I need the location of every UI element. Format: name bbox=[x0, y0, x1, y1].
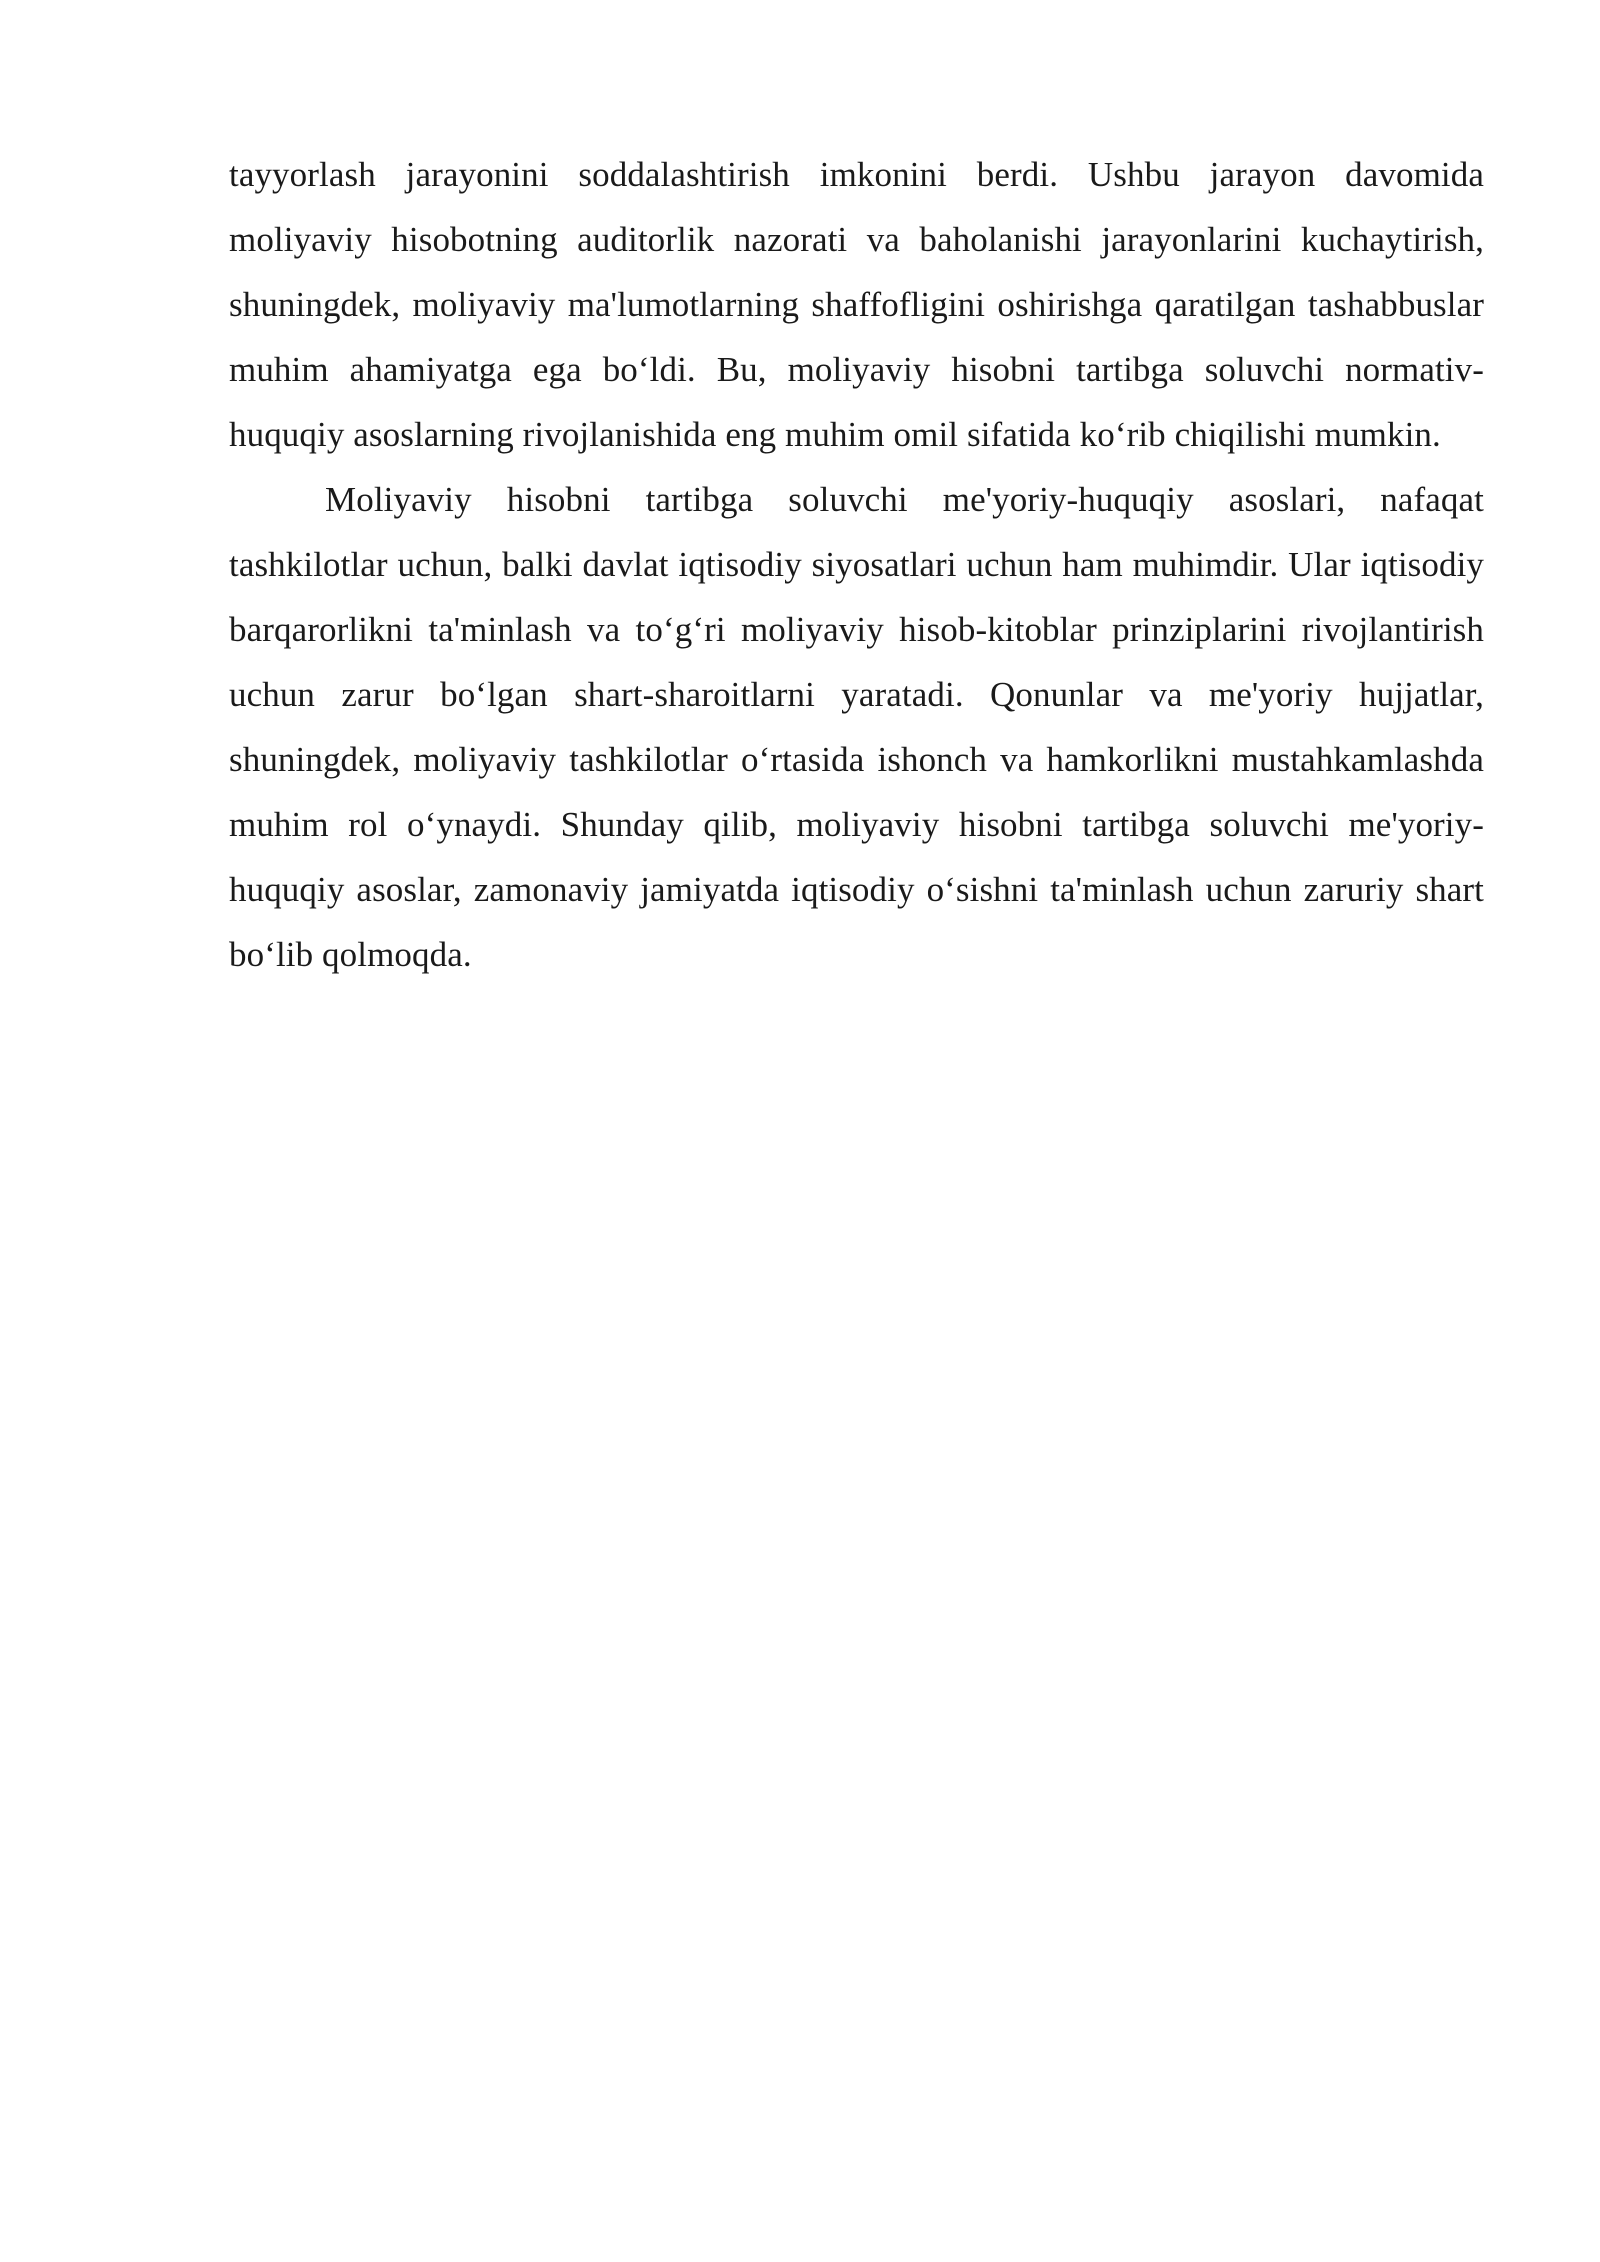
paragraph: Moliyaviy hisobni tartibga soluvchi me'yoriy-huquqiy asoslari, nafaqat tashkilotlar uchun, balki davlat iqtisodiy siyosatlari uchun ham muhimdir. Ular iqtisodiy barqarorlikni ta'minlash va to‘g‘ri moliyaviy hisob-kitoblar prinziplarini rivojlantirish uchun zarur bo‘lgan shart-sharoitlarni yaratadi. Qonunlar va me'yoriy hujjatlar, shuningdek, moliyaviy tashkilotlar o‘rtasida ishonch va hamkorlikni mustahkamlashda muhim rol o‘ynaydi. Shunday qilib, moliyaviy hisobni tartibga soluvchi me'yoriy-huquqiy asoslar, zamonaviy jamiyatda iqtisodiy o‘sishni ta'minlash uchun zaruriy shart bo‘lib qolmoqda. bbox=[229, 480, 1484, 974]
paragraph-continued: tayyorlash jarayonini soddalashtirish imkonini berdi. Ushbu jarayon davomida moliyaviy hisobotning auditorlik nazorati va baholanishi jarayonlarini kuchaytirish, shuningdek, moliyaviy ma'lumotlarning shaffofligini oshirishga qaratilgan tashabbuslar muhim ahamiyatga ega bo‘ldi. Bu, moliyaviy hisobni tartibga soluvchi normativ-huquqiy asoslarning rivojlanishida eng muhim omil sifatida ko‘rib chiqilishi mumkin. bbox=[229, 155, 1484, 454]
document-body bbox=[229, 142, 1484, 987]
